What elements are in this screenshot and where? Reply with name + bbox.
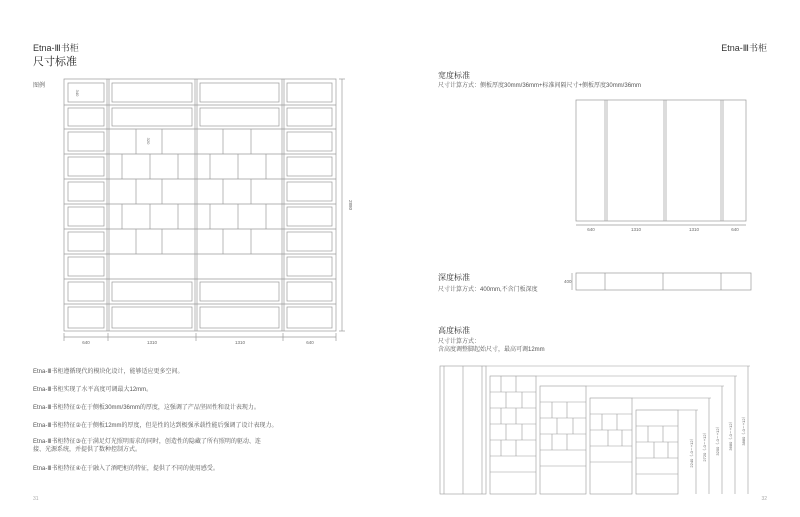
width-dim-3: 1310 xyxy=(688,227,700,232)
depth-drawing xyxy=(560,270,755,294)
height-dim-4: 3680（-0～+12） xyxy=(728,419,733,451)
depth-title: 深度标准 xyxy=(438,273,470,282)
left-series-title: Etna-Ⅲ书柜 xyxy=(33,43,79,53)
height-title: 高度标准 xyxy=(438,326,470,335)
left-page-title: 尺寸标准 xyxy=(33,56,77,68)
figure-label: 图例 xyxy=(33,83,46,89)
depth-formula: 尺寸计算方式：400mm,不含门板深度 xyxy=(438,287,538,293)
height-formula: 尺寸计算方式： xyxy=(438,339,481,345)
dim-side-a: 640 xyxy=(82,340,90,345)
depth-dim: 400 xyxy=(564,279,572,284)
page-number-left: 31 xyxy=(33,496,39,502)
height-dim-5: 3880（-0～+12） xyxy=(741,414,746,446)
note-1: Etna-Ⅲ书柜遵循现代的模块化设计，能够适应更多空间。 xyxy=(33,369,184,375)
front-elevation-drawing xyxy=(60,75,360,345)
right-series-title: Etna-Ⅲ书柜 xyxy=(721,43,767,53)
note-3: Etna-Ⅲ书柜特征①在于侧板30mm/36mm的厚度，这强调了产品坚固性和设计表现力。 xyxy=(33,405,260,411)
dim-side-b: 640 xyxy=(306,340,314,345)
width-dim-1: 640 xyxy=(587,227,595,232)
notes-block xyxy=(33,366,373,472)
height-dim-2: 2720（-0～+12） xyxy=(702,430,707,462)
width-drawing xyxy=(570,95,755,235)
page-number-right: 32 xyxy=(761,496,767,502)
dim-mid-b: 1310 xyxy=(234,340,246,345)
dim-mid-a: 1310 xyxy=(146,340,158,345)
note-4: Etna-Ⅲ书柜特征②在于侧板12mm的厚度，但是性的达到极强承载性能后强调了设计表现力。 xyxy=(33,423,278,429)
dim-height: 2880 xyxy=(348,199,353,211)
width-title: 宽度标准 xyxy=(438,71,470,80)
width-dim-4: 640 xyxy=(731,227,739,232)
note-6: Etna-Ⅲ书柜特征④在于融入了酒吧柜的特征，提供了不同的使用感受。 xyxy=(33,466,219,472)
dim-row-h: 320 xyxy=(146,137,151,145)
width-formula: 尺寸计算方式：侧板厚度30mm/36mm+标准间隔尺寸+侧板厚度30mm/36mm xyxy=(438,83,642,89)
height-note: 含高度调整脚起始尺寸，最高可调12mm xyxy=(438,347,545,353)
height-drawing xyxy=(436,362,761,500)
dim-top-h: 340 xyxy=(75,89,80,97)
height-dim-1: 2240（-0～+12） xyxy=(689,436,694,468)
note-2: Etna-Ⅲ书柜实现了水平高度可调最大12mm。 xyxy=(33,387,153,393)
width-dim-2: 1310 xyxy=(630,227,642,232)
height-dim-3: 3200（-0～+12） xyxy=(715,424,720,456)
note-5: Etna-Ⅲ书柜特征③在于满足灯光照明需求的同时，创造性的隐藏了所有照明的驱动、连接、光源系统，并提供了数种控制方式。 xyxy=(33,439,261,453)
